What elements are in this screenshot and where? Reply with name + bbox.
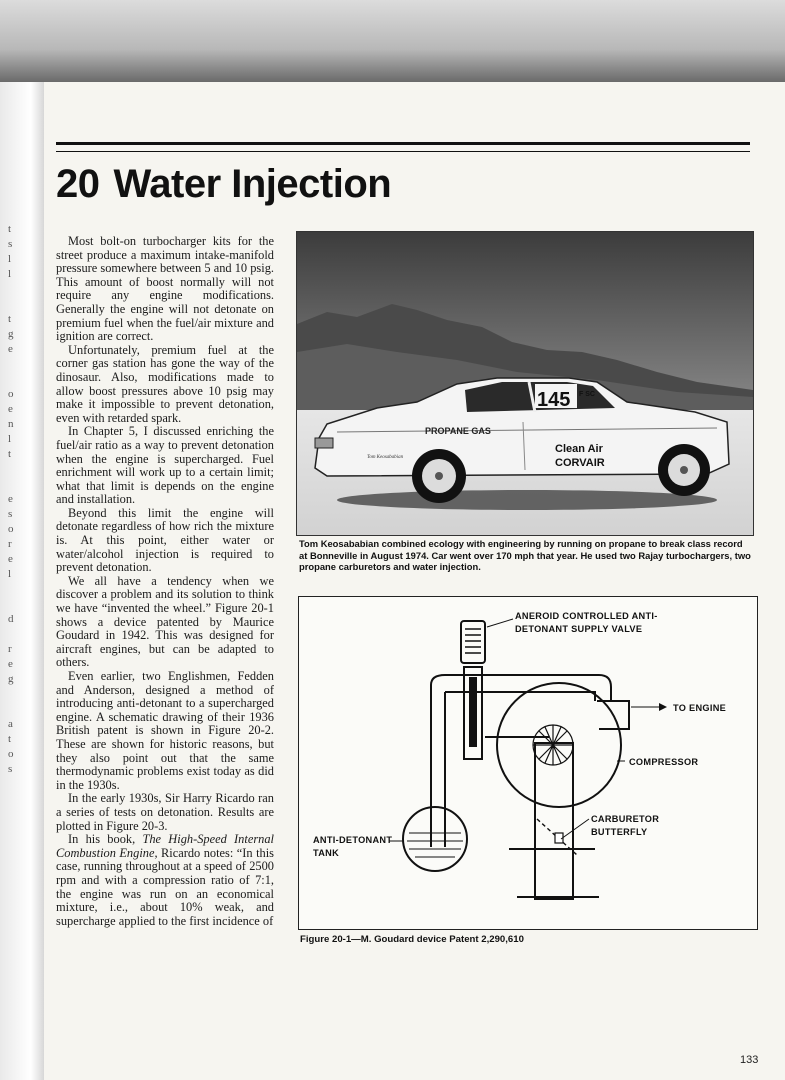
carburetor-label-line2: BUTTERFLY [591,827,648,837]
rear-hub [435,472,443,480]
goudard-schematic [299,597,757,929]
valve-label-line2: DETONANT SUPPLY VALVE [515,624,643,634]
facing-page-letters: t s l l t g e o e n l t e s o r e l d r e g a t o s [8,223,14,775]
goudard-figure [298,596,758,930]
photo-caption: Tom Keosababian combined ecology with engineering by running on propane to break class record at Bonneville in August 1974. Car went over 170 mph that year. He used two Rajay turbochargers, two propane carburetors and water injection. [299,538,751,573]
scan-shadow-top [0,0,785,82]
valve-leader [487,619,513,627]
body-paragraph: Most bolt-on turbocharger kits for the street produce a maximum intake-manifold pressure somewhere between 5 and 10 psig. This amount of boost normally will not require any engine modifications. Generally the engine will not detonate on premium fuel when the fuel/air mixture and ignition are correct. [56,234,274,344]
tank-label-line2: TANK [313,848,340,858]
impeller-icon [533,725,573,765]
carburetor-throat [535,743,573,899]
front-hub [680,466,688,474]
car-shadow [337,490,717,510]
propane-gas-decal: PROPANE GAS [425,426,491,436]
clean-air-decal: Clean Air [555,443,603,455]
chapter-number: 20 [56,162,100,206]
car-class: F SC [579,391,595,398]
book-title: The High-Speed Internal Combustion Engine, [56,832,274,860]
body-paragraph: Even earlier, two Englishmen, Fedden and Anderson, designed a method of introducing anti-detonant to a supercharged engine. A schematic drawing of their 1936 British patent is shown in Figure 20-2. These are shown for historic reasons, but they also point out that the same thermodynamic problems exist today as did in the 1930s. [56,669,274,792]
figure-caption: Figure 20-1—M. Goudard device Patent 2,290,610 [300,934,524,945]
valve-label-line1: ANEROID CONTROLLED ANTI- [515,611,658,621]
header-rule-thin [56,151,750,152]
valve-stem [469,677,477,747]
header-rule-thick [56,142,750,145]
sponsor-script: Tom Keosababian [367,455,404,460]
race-car-illustration [297,232,753,535]
body-paragraph: Unfortunately, premium fuel at the corner gas station has gone the way of the dinosaur. Also, modifications made to allow boost pressures above 10 psig may make it impossible to prevent detonation, even with retarded spark. [56,342,274,425]
chapter-title: Water Injection [113,162,392,206]
body-paragraph: In the early 1930s, Sir Harry Ricardo ran a series of tests on detonation. Results are plotted in Figure 20-3. [56,791,274,833]
body-text-column [56,235,274,928]
carburetor-label-line1: CARBURETOR [591,814,660,824]
engine-label: TO ENGINE [673,703,727,713]
book-quote-lead: In his book, [68,832,143,847]
corvair-decal: CORVAIR [555,457,605,469]
chapter-heading [56,162,391,207]
anti-detonant-tank [403,807,467,871]
race-car-photo [296,231,754,536]
facing-page-edge [0,82,45,1080]
body-paragraph: Beyond this limit the engine will detonate regardless of how rich the mixture is. At this point, either water or water/alcohol injection is required to prevent detonation. [56,505,274,575]
page-number: 133 [740,1054,759,1066]
compressor-label: COMPRESSOR [629,757,699,767]
body-paragraph-book-quote [56,833,274,928]
rear-bumper [315,438,333,448]
car-number: 145 [537,389,571,411]
book-quote-tail: Ricardo notes: “In this case, running throughout at a speed of 2500 rpm and with a compression ratio of 7:1, the engine was run on an economical mixture, i.e., about 10% weak, and supercharge applied to the first incidence of [56,845,274,928]
aneroid-capsule [461,621,485,663]
body-paragraph: In Chapter 5, I discussed enriching the fuel/air ratio as a way to prevent detonation when the engine is supercharged. Fuel enrichment will work up to a certain limit; what that limit is depends on the engine and installation. [56,424,274,507]
tank-label-line1: ANTI-DETONANT [313,835,393,845]
carb-leader [561,819,589,839]
body-paragraph: We all have a tendency when we discover a problem and its solution to think we have “invented the wheel.” Figure 20-1 shows a device patented by Maurice Goudard in 1942. This was designed for aircraft engines, but can be adapted to others. [56,573,274,670]
